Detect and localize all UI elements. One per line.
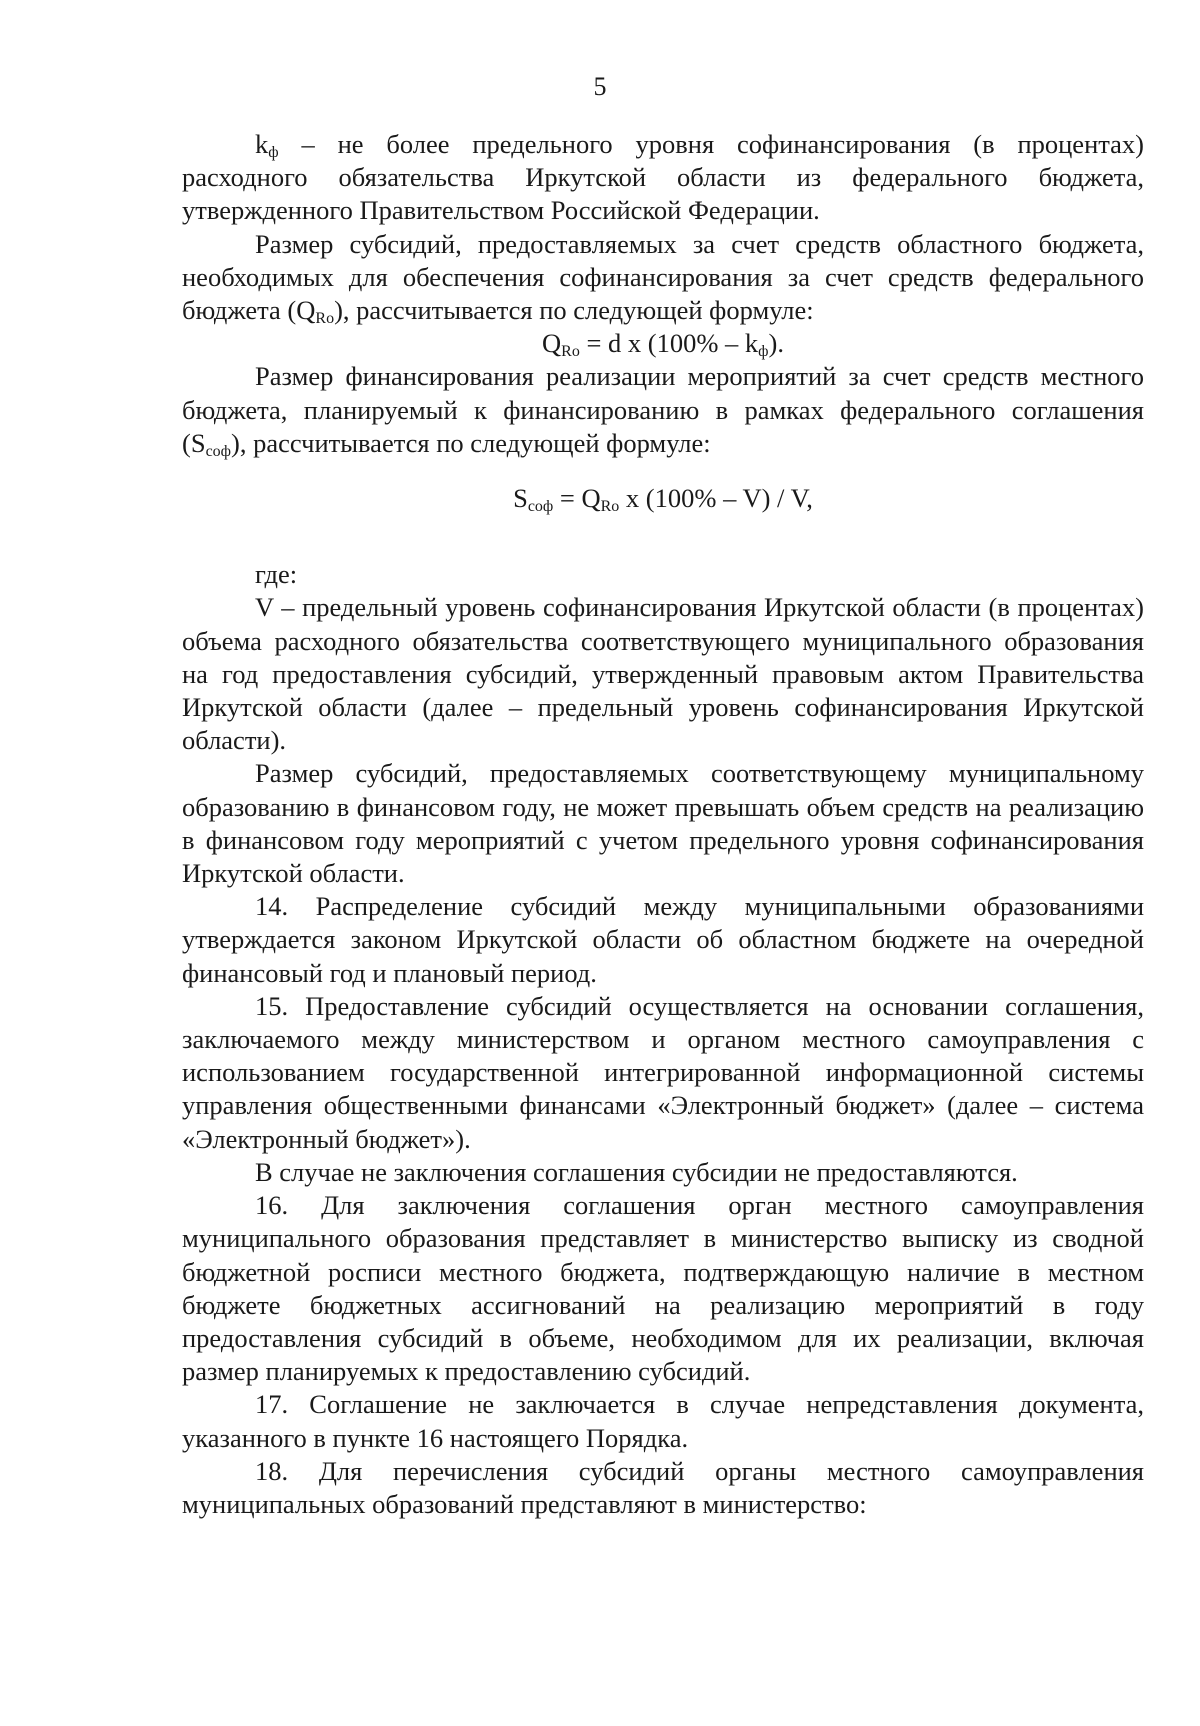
kf-subscript: ф bbox=[268, 144, 279, 161]
paragraph-v-definition: V – предельный уровень софинансирования Иркутской области (в процентах) объема расходного обязательства соответствующего муниципального образования на год предоставления субсидий, утвержденный правовым актом Правительства Иркутской области (далее – предельный уровень софинансирования Иркутской области). bbox=[182, 592, 1144, 756]
paragraph-14: 14. Распределение субсидий между муниципальными образованиями утверждается законом Иркутской области об областном бюджете на очередной финансовый год и плановый период. bbox=[182, 891, 1144, 988]
paragraph-kf-definition bbox=[182, 128, 1144, 228]
document-body bbox=[182, 128, 1144, 1521]
page-number: 5 bbox=[593, 72, 607, 101]
formula-qro: $Q_{Ro} = d$ x $(100\% - k_ф)$. bbox=[542, 328, 784, 361]
paragraph-17: 17. Соглашение не заключается в случае непредставления документа, указанного в пункте 16 настоящего Порядка. bbox=[182, 1389, 1144, 1453]
paragraph-no-agreement: В случае не заключения соглашения субсидии не предоставляются. bbox=[255, 1156, 1018, 1187]
paragraph-16: 16. Для заключения соглашения орган местного самоуправления муниципального образования представляет в министерство выписку из сводной бюджетной росписи местного бюджета, подтверждающую наличие в местном бюджете бюджетных ассигнований на реализацию мероприятий в году предоставления субсидий в объеме, необходимом для их реализации, включая размер планируемых к предоставлению субсидий. bbox=[182, 1190, 1144, 1387]
kf-symbol: k bbox=[255, 129, 269, 159]
kf-text: – не более предельного уровня софинансирования (в процентах) расходного обязательства Иркутской области из федерального бюджета, утвержденного Правительством Российской Федерации. bbox=[182, 129, 1144, 226]
paragraph-subsidy-size: Размер субсидий, предоставляемых за счет средств областного бюджета, необходимых для обеспечения софинансирования за счет средств федерального бюджета $(Q_{Ro})$, рассчитывается по следующей формуле: bbox=[182, 228, 1144, 328]
paragraph-subsidy-limit: Размер субсидий, предоставляемых соответствующему муниципальному образованию в финансовом году, не может превышать объем средств на реализацию в финансовом году мероприятий с учетом предельного уровня софинансирования Иркутской области. bbox=[182, 758, 1144, 889]
formula-scof: $S_{соф} = Q_{Ro}$ x (100% – V) / V, bbox=[513, 483, 813, 516]
paragraph-financing-size: Размер финансирования реализации мероприятий за счет средств местного бюджета, планируемый к финансированию в рамках федерального соглашения $(S_{соф})$, рассчитывается по следующей формуле: bbox=[182, 361, 1144, 460]
paragraph-where: где: bbox=[255, 559, 298, 590]
paragraph-15: 15. Предоставление субсидий осуществляется на основании соглашения, заключаемого между министерством и органом местного самоуправления с использованием государственной интегрированной информационной системы управления общественными финансами «Электронный бюджет» (далее – система «Электронный бюджет»). bbox=[182, 990, 1144, 1154]
paragraph-18: 18. Для перечисления субсидий органы местного самоуправления муниципальных образований представляют в министерство: bbox=[182, 1455, 1144, 1519]
